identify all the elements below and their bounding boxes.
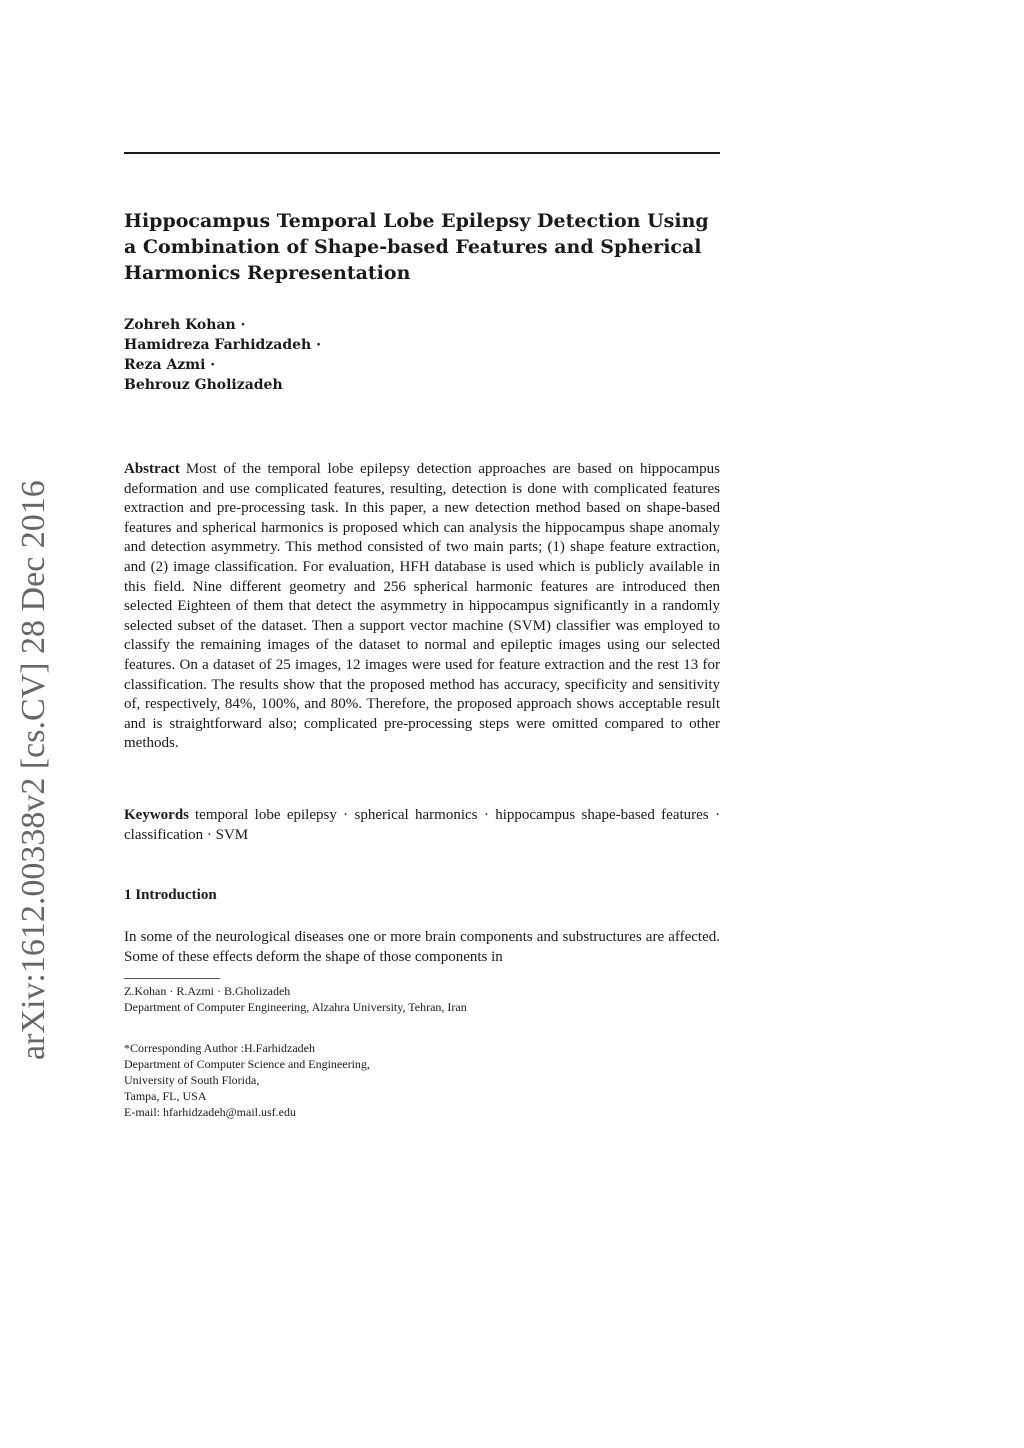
keywords-label: Keywords (124, 807, 189, 823)
arxiv-identifier[interactable]: arXiv:1612.00338v2 [cs.CV] 28 Dec 2016 (15, 480, 52, 1060)
section-heading: 1 Introduction (124, 887, 217, 903)
title-line: a Combination of Shape-based Features and Spherical (124, 236, 702, 258)
title-line: Harmonics Representation (124, 262, 411, 284)
footnote-line: Department of Computer Engineering, Alzahra University, Tehran, Iran (124, 1000, 467, 1014)
footnote-line: Z.Kohan · R.Azmi · B.Gholizadeh (124, 984, 291, 998)
abstract (124, 460, 720, 754)
footnote-line: University of South Florida, (124, 1073, 260, 1087)
author-name: Reza Azmi · (124, 357, 216, 373)
author-list (124, 315, 321, 395)
title-line: Hippocampus Temporal Lobe Epilepsy Detection Using (124, 210, 709, 232)
footnote-line: Department of Computer Science and Engineering, (124, 1057, 370, 1071)
paper-title (124, 208, 724, 286)
author-name: Zohreh Kohan · (124, 317, 246, 333)
top-rule (124, 152, 720, 154)
author-name: Hamidreza Farhidzadeh · (124, 337, 321, 353)
intro-paragraph: In some of the neurological diseases one or more brain components and substructures are affected. Some of these effects deform the shape of those components in (124, 929, 720, 965)
email-line[interactable]: E-mail: hfarhidzadeh@mail.usf.edu (124, 1105, 296, 1119)
affiliation-footnote (124, 983, 720, 1015)
footnote-line: *Corresponding Author :H.Farhidzadeh (124, 1041, 315, 1055)
keywords (124, 806, 720, 845)
corresponding-author-footnote (124, 1040, 720, 1120)
footnote-line: Tampa, FL, USA (124, 1089, 207, 1103)
author-name: Behrouz Gholizadeh (124, 377, 283, 393)
abstract-text: Most of the temporal lobe epilepsy detection approaches are based on hippocampus deformation and use complicated features, resulting, detection is done with complicated features extraction and pre-processing task. In this paper, a new detection method based on shape-based features and spherical harmonics is proposed which can analysis the hippocampus shape anomaly and detection asymmetry. This method consisted of two main parts; (1) shape feature extraction, and (2) image classification. For evaluation, HFH database is used which is publicly available in this field. Nine different geometry and 256 spherical harmonic features are introduced then selected Eighteen of them that detect the asymmetry in hippocampus significantly in a randomly selected subset of the dataset. Then a support vector machine (SVM) classifier was employed to classify the remaining images of the dataset to normal and epileptic images using our selected features. On a dataset of 25 images, 12 images were used for feature extraction and the rest 13 for classification. The results show that the proposed method has accuracy, specificity and sensitivity of, respectively, 84%, 100%, and 80%. Therefore, the proposed approach shows acceptable result and is straightforward also; complicated pre-processing steps were omitted compared to other methods. (124, 461, 720, 752)
keywords-text: temporal lobe epilepsy · spherical harmonics · hippocampus shape-based features · classification · SVM (124, 807, 720, 843)
abstract-label: Abstract (124, 461, 180, 477)
footnote-rule (124, 978, 220, 979)
